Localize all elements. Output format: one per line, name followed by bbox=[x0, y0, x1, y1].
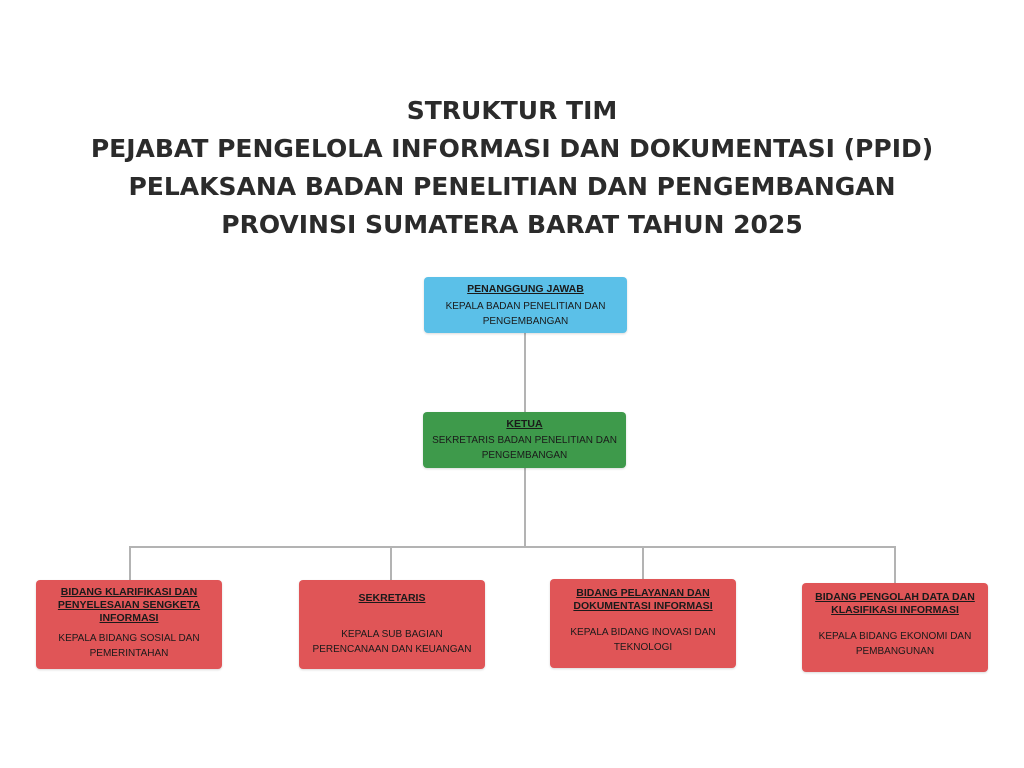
title-line-4: PROVINSI SUMATERA BARAT TAHUN 2025 bbox=[221, 210, 803, 239]
node-holder-label: KEPALA BIDANG INOVASI DAN TEKNOLOGI bbox=[570, 627, 716, 653]
node-role-label: KETUA bbox=[506, 418, 543, 430]
node-unit-pengolah-data bbox=[802, 583, 988, 672]
node-role-label: SEKRETARIS bbox=[358, 592, 426, 604]
connector-top-to-ketua bbox=[524, 333, 526, 412]
node-penanggung-jawab bbox=[424, 277, 627, 333]
node-role-label: PENANGGUNG JAWAB bbox=[467, 283, 584, 295]
connector-drop-unit-2 bbox=[390, 546, 392, 581]
page-title bbox=[0, 92, 1024, 244]
node-unit-pelayanan bbox=[550, 579, 736, 668]
node-holder-label: KEPALA BIDANG SOSIAL DAN PEMERINTAHAN bbox=[58, 633, 200, 659]
node-holder-label: KEPALA SUB BAGIAN PERENCANAAN DAN KEUANGAN bbox=[312, 629, 472, 655]
connector-horizontal-bus bbox=[129, 546, 896, 548]
connector-drop-unit-3 bbox=[642, 546, 644, 579]
node-ketua bbox=[423, 412, 626, 468]
node-holder-label: SEKRETARIS BADAN PENELITIAN DAN PENGEMBANGAN bbox=[432, 435, 617, 461]
title-line-3: PELAKSANA BADAN PENELITIAN DAN PENGEMBANGAN bbox=[128, 172, 896, 201]
node-unit-sekretaris bbox=[299, 580, 485, 669]
connector-drop-unit-1 bbox=[129, 546, 131, 581]
node-unit-klarifikasi bbox=[36, 580, 222, 669]
title-line-2: PEJABAT PENGELOLA INFORMASI DAN DOKUMENTASI (PPID) bbox=[90, 134, 934, 163]
node-role-label: BIDANG PELAYANAN DAN DOKUMENTASI INFORMASI bbox=[573, 587, 713, 612]
node-role-label: BIDANG KLARIFIKASI DAN PENYELESAIAN SENGKETA INFORMASI bbox=[57, 586, 201, 624]
connector-drop-unit-4 bbox=[894, 546, 896, 583]
title-line-1: STRUKTUR TIM bbox=[406, 96, 618, 125]
node-role-label: BIDANG PENGOLAH DATA DAN KLASIFIKASI INFORMASI bbox=[815, 591, 975, 616]
node-holder-label: KEPALA BIDANG EKONOMI DAN PEMBANGUNAN bbox=[818, 631, 972, 657]
node-holder-label: KEPALA BADAN PENELITIAN DAN PENGEMBANGAN bbox=[445, 301, 606, 327]
connector-ketua-to-bus bbox=[524, 468, 526, 547]
